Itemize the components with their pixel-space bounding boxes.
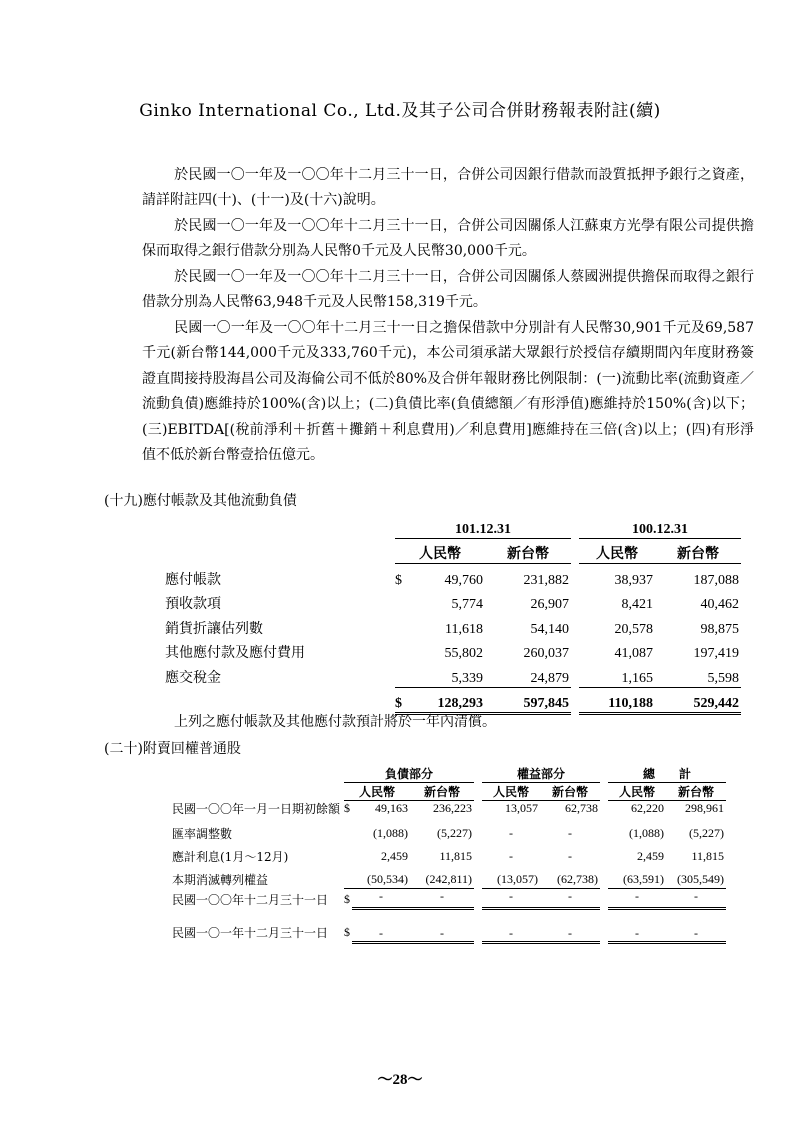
cell-value: 197,419 bbox=[693, 646, 739, 661]
cell-value: 98,875 bbox=[700, 621, 739, 637]
paragraph-text: 民國一〇一年及一〇〇年十二月三十一日之擔保借款中分別計有人民幣30,901千元及69,587千元(新台幣144,000千元及333,760千元)，本公司須承諾大眾銀行於授信存續期間內年度財務簽證直間接持股海昌公司及海倫公司不低於80%及合併年報財務比例限制：(一)流動比率(流動資產／流動負債)應維持於100%(含)以上；(二)負債比率(負債總額／有形淨值)應維持於150%(含)以下；(三)EBITDA[(稅前淨利＋折舊＋攤銷＋利息費用)／利息費用]應維持在三倍(含)以上；(四)有形淨值不低於新台幣壹拾伍億元。 bbox=[142, 320, 754, 464]
table-header-periods bbox=[165, 513, 741, 538]
table-row bbox=[165, 638, 741, 663]
column-rmb: 人民幣 bbox=[482, 783, 540, 801]
cell-value: (13,057) bbox=[482, 872, 540, 889]
page-title: Ginko International Co., Ltd.及其子公司合併財務報表附註(續) bbox=[139, 101, 661, 121]
cell-value: - bbox=[509, 825, 513, 840]
table-row bbox=[165, 613, 741, 638]
accounts-payable-table bbox=[165, 513, 741, 715]
cell-value: 41,087 bbox=[614, 646, 653, 661]
table-row bbox=[172, 872, 726, 889]
column-rmb: 人民幣 bbox=[579, 538, 655, 564]
group-liability: 負債部分 bbox=[344, 765, 474, 783]
cell-value: 62,220 bbox=[631, 801, 664, 815]
cell-value: (1,088) bbox=[629, 825, 664, 840]
cell-value: - bbox=[410, 889, 474, 909]
paragraph-guarantee-jiangsu bbox=[142, 214, 754, 265]
currency-symbol: $ bbox=[344, 924, 350, 939]
cell-value: 5,774 bbox=[451, 597, 483, 612]
currency-symbol: $ bbox=[344, 801, 350, 815]
cell-value: - bbox=[608, 889, 666, 909]
table-header-currencies bbox=[165, 538, 741, 564]
row-label: 民國一〇〇年一月一日期初餘額 bbox=[172, 801, 341, 816]
cell-value: (242,811) bbox=[410, 872, 474, 889]
paragraph-text: 於民國一〇一年及一〇〇年十二月三十一日，合併公司因關係人蔡國洲提供擔保而取得之銀行借款分別為人民幣63,948千元及人民幣158,319千元。 bbox=[142, 269, 754, 311]
total-value: 128,293 bbox=[409, 687, 485, 714]
cell-value: 49,163 bbox=[375, 801, 408, 815]
total-value: 597,845 bbox=[485, 687, 571, 714]
cell-value: - bbox=[482, 889, 540, 909]
cell-value: (1,088) bbox=[373, 825, 408, 840]
column-ntd: 新台幣 bbox=[540, 783, 600, 801]
column-rmb: 人民幣 bbox=[608, 783, 666, 801]
cell-value: 298,961 bbox=[685, 801, 724, 815]
cell-value: 5,339 bbox=[409, 662, 485, 687]
column-ntd: 新台幣 bbox=[485, 538, 571, 564]
table-row bbox=[172, 889, 726, 909]
table-row bbox=[165, 589, 741, 614]
paragraph-secured-loans bbox=[142, 316, 754, 468]
cell-value: 54,140 bbox=[530, 621, 569, 637]
currency-symbol: $ bbox=[344, 892, 350, 906]
cell-value: 62,738 bbox=[565, 801, 598, 815]
row-label: 匯率調整數 bbox=[172, 826, 233, 841]
row-label: 民國一〇一年十二月三十一日 bbox=[172, 925, 329, 940]
cell-value: 40,462 bbox=[700, 597, 739, 612]
table-row bbox=[165, 662, 741, 687]
cell-value: 2,459 bbox=[381, 848, 408, 863]
paragraph-pledged-assets bbox=[142, 163, 754, 214]
column-rmb: 人民幣 bbox=[395, 538, 485, 564]
cell-value: 260,037 bbox=[523, 646, 569, 661]
cell-value: (305,549) bbox=[666, 872, 726, 889]
cell-value: - bbox=[352, 889, 410, 909]
cell-value: (5,227) bbox=[437, 825, 472, 840]
cell-value: - bbox=[410, 909, 474, 943]
currency-symbol: $ bbox=[395, 572, 402, 588]
row-label: 預收款項 bbox=[165, 596, 221, 612]
period-2012: 101.12.31 bbox=[395, 513, 571, 538]
cell-value: 5,598 bbox=[655, 662, 741, 687]
cell-value: 187,088 bbox=[693, 572, 739, 588]
cell-value: - bbox=[568, 825, 572, 840]
cell-value: - bbox=[352, 909, 410, 943]
table-row bbox=[172, 909, 726, 943]
cell-value: 8,421 bbox=[621, 597, 653, 612]
cell-value: (50,534) bbox=[352, 872, 410, 889]
cell-value: (63,591) bbox=[608, 872, 666, 889]
row-label: 民國一〇〇年十二月三十一日 bbox=[172, 892, 329, 907]
cell-value: 11,618 bbox=[445, 621, 483, 637]
column-ntd: 新台幣 bbox=[666, 783, 726, 801]
cell-value: - bbox=[482, 909, 540, 943]
row-label: 應付帳款 bbox=[165, 571, 221, 588]
cell-value: 55,802 bbox=[444, 646, 483, 661]
column-rmb: 人民幣 bbox=[344, 783, 410, 801]
cell-value: 11,815 bbox=[439, 848, 472, 863]
paragraph-guarantee-tsai bbox=[142, 265, 754, 316]
cell-value: 38,937 bbox=[614, 572, 653, 588]
page-number: ～28～ bbox=[377, 1072, 423, 1088]
cell-value: 20,578 bbox=[614, 621, 653, 637]
table-note: 上列之應付帳款及其他應付款預計將於一年內清償。 bbox=[174, 714, 496, 730]
row-label: 銷貨折讓估列數 bbox=[165, 620, 263, 637]
cell-value: - bbox=[666, 909, 726, 943]
cell-value: 49,760 bbox=[444, 572, 483, 588]
cell-value: 13,057 bbox=[505, 801, 538, 815]
puttable-shares-table bbox=[172, 765, 726, 944]
cell-value: 24,879 bbox=[485, 662, 571, 687]
total-value: 529,442 bbox=[655, 687, 741, 714]
group-equity: 權益部分 bbox=[482, 765, 600, 783]
cell-value: - bbox=[568, 848, 572, 863]
table-total-row bbox=[165, 687, 741, 714]
table-row bbox=[172, 801, 726, 826]
cell-value: 236,223 bbox=[433, 801, 472, 815]
column-ntd: 新台幣 bbox=[655, 538, 741, 564]
cell-value: 11,815 bbox=[691, 848, 724, 863]
row-label: 應交稅金 bbox=[165, 670, 221, 686]
section-heading-20: (二十)附賣回權普通股 bbox=[104, 741, 241, 757]
cell-value: - bbox=[608, 909, 666, 943]
cell-value: 231,882 bbox=[523, 572, 569, 588]
cell-value: (5,227) bbox=[689, 825, 724, 840]
row-label: 本期消滅轉列權益 bbox=[172, 872, 269, 887]
cell-value: 2,459 bbox=[637, 848, 664, 863]
paragraph-text: 於民國一〇一年及一〇〇年十二月三十一日，合併公司因銀行借款而設質抵押予銀行之資產，請詳附註四(十)、(十一)及(十六)說明。 bbox=[142, 167, 754, 209]
group-total: 總 計 bbox=[608, 765, 726, 783]
cell-value: - bbox=[509, 848, 513, 863]
cell-value: 26,907 bbox=[530, 597, 569, 612]
cell-value: 1,165 bbox=[593, 662, 655, 687]
table-row bbox=[165, 564, 741, 589]
paragraph-text: 於民國一〇一年及一〇〇年十二月三十一日，合併公司因關係人江蘇東方光學有限公司提供擔保而取得之銀行借款分別為人民幣0千元及人民幣30,000千元。 bbox=[142, 218, 754, 260]
cell-value: - bbox=[666, 889, 726, 909]
row-label: 應計利息(1月～12月) bbox=[172, 849, 289, 864]
section-heading-19: (十九)應付帳款及其他流動負債 bbox=[104, 493, 297, 509]
cell-value: - bbox=[540, 889, 600, 909]
cell-value: (62,738) bbox=[540, 872, 600, 889]
table-row bbox=[172, 826, 726, 849]
period-2011: 100.12.31 bbox=[579, 513, 741, 538]
table-header-groups bbox=[172, 765, 726, 783]
table-header-currencies bbox=[172, 783, 726, 801]
column-ntd: 新台幣 bbox=[410, 783, 474, 801]
table-row bbox=[172, 849, 726, 872]
row-label: 其他應付款及應付費用 bbox=[165, 645, 305, 661]
total-value: 110,188 bbox=[593, 687, 655, 714]
currency-symbol: $ bbox=[395, 687, 409, 714]
cell-value: - bbox=[540, 909, 600, 943]
